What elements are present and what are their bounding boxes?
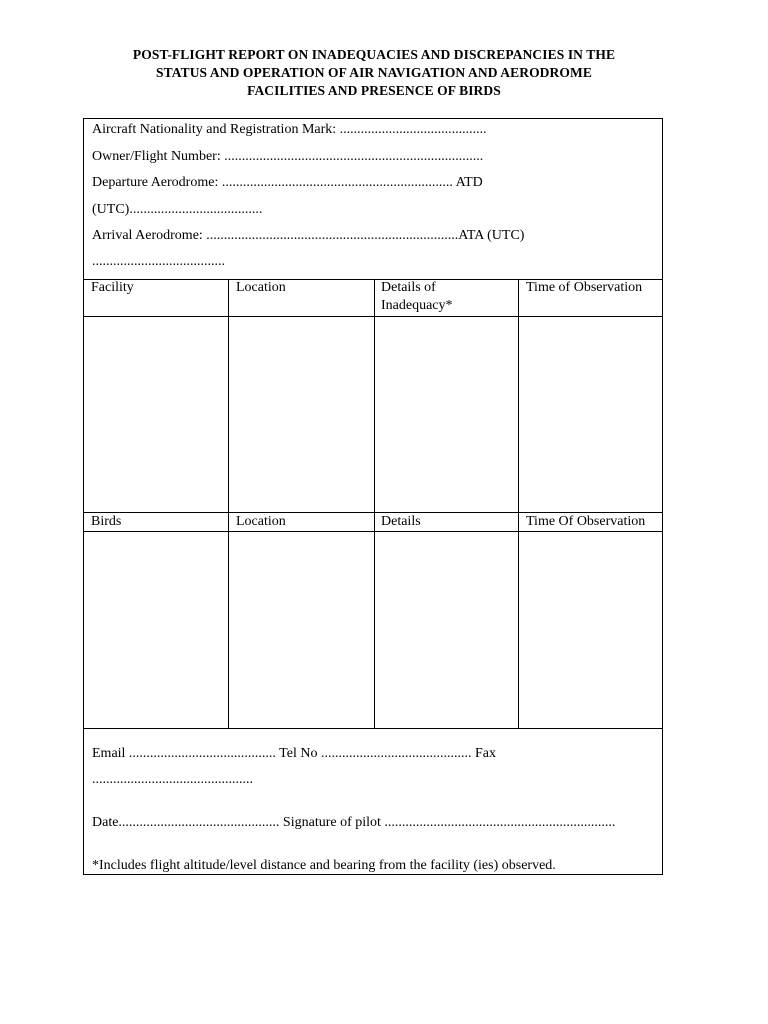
ata-utc-field[interactable]: ...................................... [92, 254, 225, 269]
title-line-3: FACILITIES AND PRESENCE OF BIRDS [247, 83, 501, 98]
birds-details-entry-cell[interactable] [375, 532, 518, 728]
departure-aerodrome-field[interactable]: Departure Aerodrome: .................................................................. ATD [92, 175, 483, 190]
title-line-2: STATUS AND OPERATION OF AIR NAVIGATION AND AERODROME [156, 65, 592, 80]
facility-location-entry-cell[interactable] [229, 317, 374, 512]
contact-field-line[interactable]: Email .......................................... Tel No ........................................... Fax [92, 746, 496, 761]
owner-flight-number-field[interactable]: Owner/Flight Number: .......................................................................... [92, 149, 484, 164]
atd-utc-field[interactable]: (UTC)...................................... [92, 202, 263, 217]
birds-time-header: Time Of Observation [526, 514, 646, 529]
title-line-1: POST-FLIGHT REPORT ON INADEQUACIES AND DISCREPANCIES IN THE [132, 47, 616, 62]
divider-footer-top [84, 728, 662, 729]
birds-time-entry-cell[interactable] [519, 532, 662, 728]
facility-entry-cell[interactable] [84, 317, 228, 512]
facility-details-entry-cell[interactable] [375, 317, 518, 512]
facility-time-entry-cell[interactable] [519, 317, 662, 512]
facility-location-header: Location [236, 280, 286, 295]
report-title [84, 46, 664, 100]
arrival-aerodrome-field[interactable]: Arrival Aerodrome: ........................................................................ATA (UTC) [92, 228, 525, 243]
facility-header: Facility [91, 280, 134, 295]
birds-location-entry-cell[interactable] [229, 532, 374, 728]
footnote: *Includes flight altitude/level distance and bearing from the facility (ies) observed. [92, 858, 556, 873]
facility-time-header: Time of Observation [526, 280, 643, 295]
aircraft-registration-field[interactable]: Aircraft Nationality and Registration Mark: .......................................... [92, 122, 487, 137]
birds-location-header: Location [236, 514, 286, 529]
facility-details-header: Details of Inadequacy* [381, 280, 453, 313]
birds-details-header: Details [381, 514, 421, 529]
fax-field-line[interactable]: .............................................. [92, 772, 253, 787]
date-signature-field-line[interactable]: Date.............................................. Signature of pilot .................................................................. [92, 815, 616, 830]
report-form [83, 118, 663, 875]
birds-header: Birds [91, 514, 122, 529]
birds-entry-cell[interactable] [84, 532, 228, 728]
